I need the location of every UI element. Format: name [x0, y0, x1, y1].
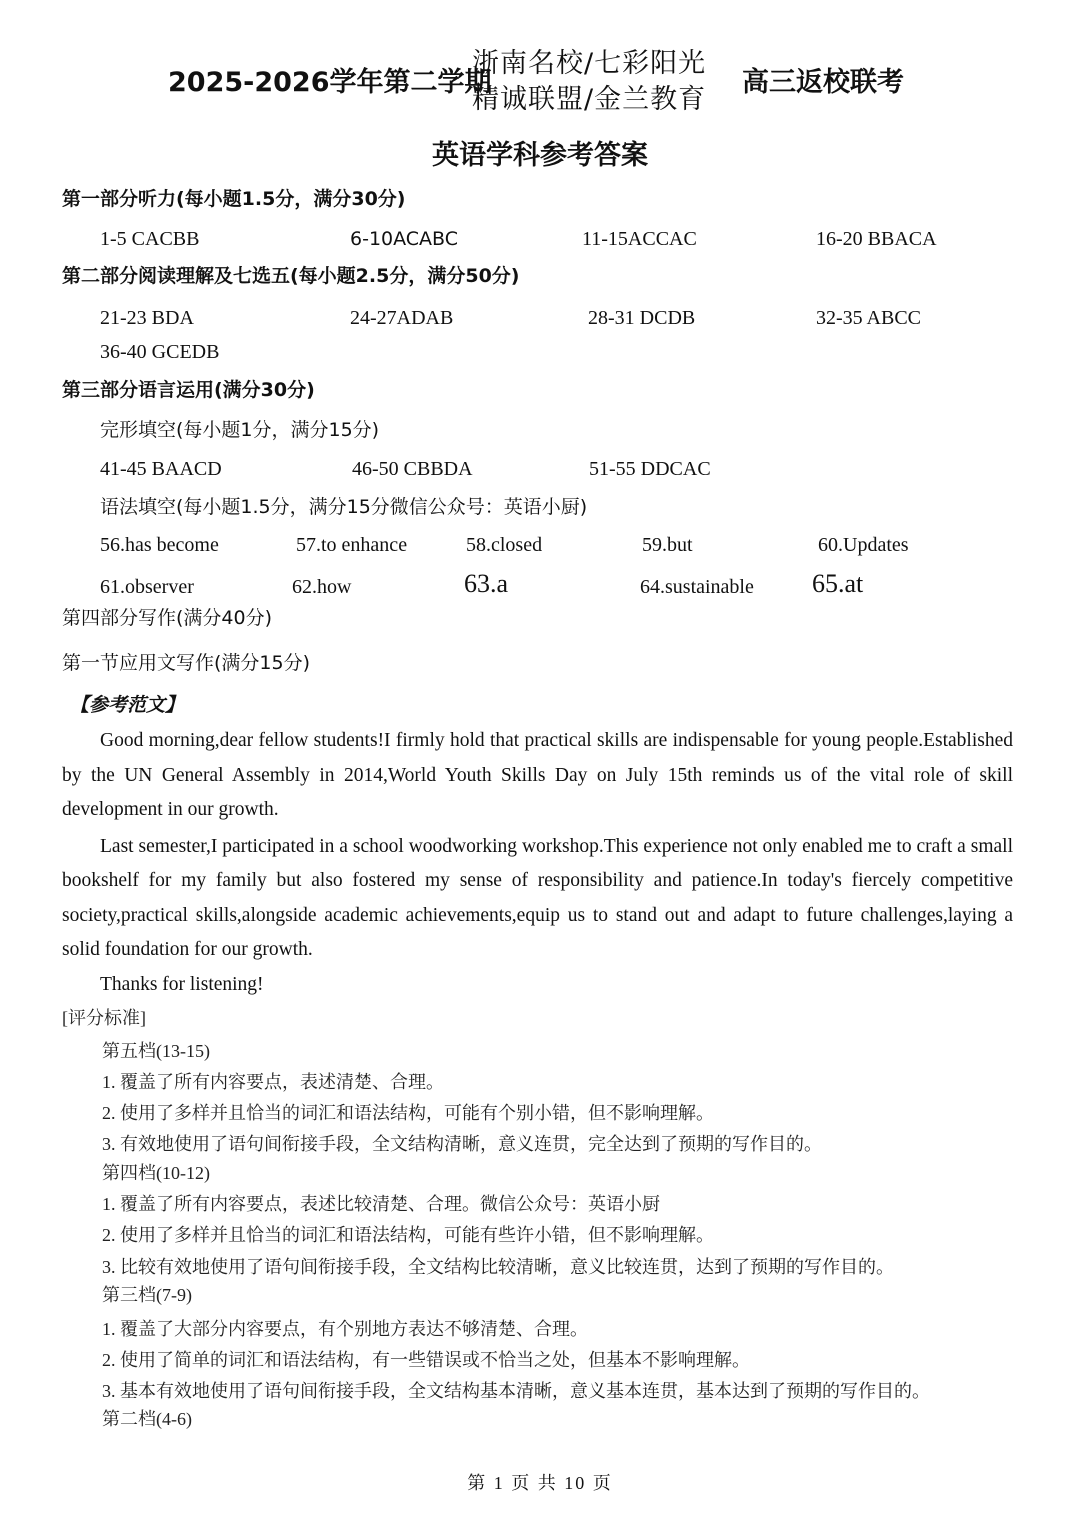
answer-item: 62.how	[292, 576, 352, 598]
answer-item: 59.but	[642, 534, 693, 556]
sample-essay	[62, 724, 1013, 1002]
essay-paragraph: Last semester,I participated in a school woodworking workshop.This experience not only enabled me to craft a small bookshelf for my family but also fostered my sense of responsibility and patience.In today's fiercely competitive society,practical skills,alongside academic achievements,equip us to stand out and adapt to future challenges,laying a solid foundation for our growth.	[62, 835, 1013, 960]
part2-heading: 第二部分阅读理解及七选五(每小题2.5分，满分50分)	[62, 265, 520, 287]
answer-item: 64.sustainable	[640, 576, 754, 598]
level-title: 第三档(7-9)	[102, 1285, 192, 1305]
criteria-item: 1. 覆盖了所有内容要点，表述清楚、合理。	[102, 1072, 444, 1092]
answer-group: 36-40 GCEDB	[100, 341, 220, 363]
title-term: 2025-2026学年第二学期	[168, 67, 492, 98]
title-alliance-line2: 精诚联盟/金兰教育	[472, 84, 707, 115]
page-number: 第 1 页 共 10 页	[467, 1473, 613, 1493]
answer-group: 32-35 ABCC	[816, 307, 922, 329]
answer-group: 11-15ACCAC	[582, 228, 697, 250]
answer-group: 6-10ACABC	[350, 228, 459, 250]
criteria-item: 3. 比较有效地使用了语句间衔接手段，全文结构比较清晰，意义比较连贯，达到了预期的写作目的。	[102, 1257, 894, 1277]
part3-heading: 第三部分语言运用(满分30分)	[62, 379, 315, 401]
answer-item: 57.to enhance	[296, 534, 408, 556]
answer-group: 41-45 BAACD	[100, 458, 222, 480]
answer-group: 51-55 DDCAC	[589, 458, 711, 480]
essay-paragraph: Thanks for listening!	[100, 973, 264, 995]
title-alliance-line1: 浙南名校/七彩阳光	[472, 48, 707, 79]
answer-group: 1-5 CACBB	[100, 228, 200, 250]
answer-item: 65.at	[812, 569, 864, 598]
part4-heading: 第四部分写作(满分40分)	[62, 607, 273, 629]
answer-item: 56.has become	[100, 534, 219, 556]
criteria-item: 2. 使用了多样并且恰当的词汇和语法结构，可能有些许小错，但不影响理解。	[102, 1225, 714, 1245]
criteria-item: 3. 基本有效地使用了语句间衔接手段，全文结构基本清晰，意义基本连贯，基本达到了预期的写作目的。	[102, 1381, 930, 1401]
criteria-item: 3. 有效地使用了语句间衔接手段，全文结构清晰，意义连贯，完全达到了预期的写作目的。	[102, 1134, 822, 1154]
answer-group: 21-23 BDA	[100, 307, 194, 329]
level-title: 第四档(10-12)	[102, 1163, 210, 1183]
title-alliance	[472, 46, 706, 118]
part1-heading: 第一部分听力(每小题1.5分，满分30分)	[62, 188, 406, 210]
page-subtitle: 英语学科参考答案	[432, 140, 648, 171]
grammar-heading: 语法填空(每小题1.5分，满分15分微信公众号：英语小厨)	[100, 496, 588, 518]
answer-item: 60.Updates	[818, 534, 909, 556]
answer-item: 63.a	[464, 569, 509, 598]
criteria-item: 1. 覆盖了大部分内容要点，有个别地方表达不够清楚、合理。	[102, 1319, 588, 1339]
level-title: 第二档(4-6)	[102, 1409, 192, 1429]
criteria-item: 1. 覆盖了所有内容要点，表述比较清楚、合理。微信公众号：英语小厨	[102, 1194, 660, 1214]
answer-group: 24-27ADAB	[350, 307, 454, 329]
answer-group: 28-31 DCDB	[588, 307, 696, 329]
answer-group: 16-20 BBACA	[816, 228, 937, 250]
cloze-heading: 完形填空(每小题1分，满分15分)	[100, 419, 380, 441]
answer-item: 61.observer	[100, 576, 194, 598]
essay-paragraph: Good morning,dear fellow students!I firmly hold that practical skills are indispensable for young people.Established by the UN General Assembly in 2014,World Youth Skills Day on July 15th reminds us of the vital role of skill development in our growth.	[62, 730, 1013, 820]
criteria-label: [评分标准]	[62, 1008, 146, 1028]
title-exam: 高三返校联考	[742, 67, 904, 98]
level-title: 第五档(13-15)	[102, 1041, 210, 1061]
criteria-item: 2. 使用了多样并且恰当的词汇和语法结构，可能有个别小错，但不影响理解。	[102, 1103, 714, 1123]
answer-group: 46-50 CBBDA	[352, 458, 473, 480]
sample-essay-label: 【参考范文】	[70, 694, 185, 716]
criteria-item: 2. 使用了简单的词汇和语法结构，有一些错误或不恰当之处，但基本不影响理解。	[102, 1350, 750, 1370]
writing-section1-heading: 第一节应用文写作(满分15分)	[62, 652, 311, 674]
answer-item: 58.closed	[466, 534, 543, 556]
